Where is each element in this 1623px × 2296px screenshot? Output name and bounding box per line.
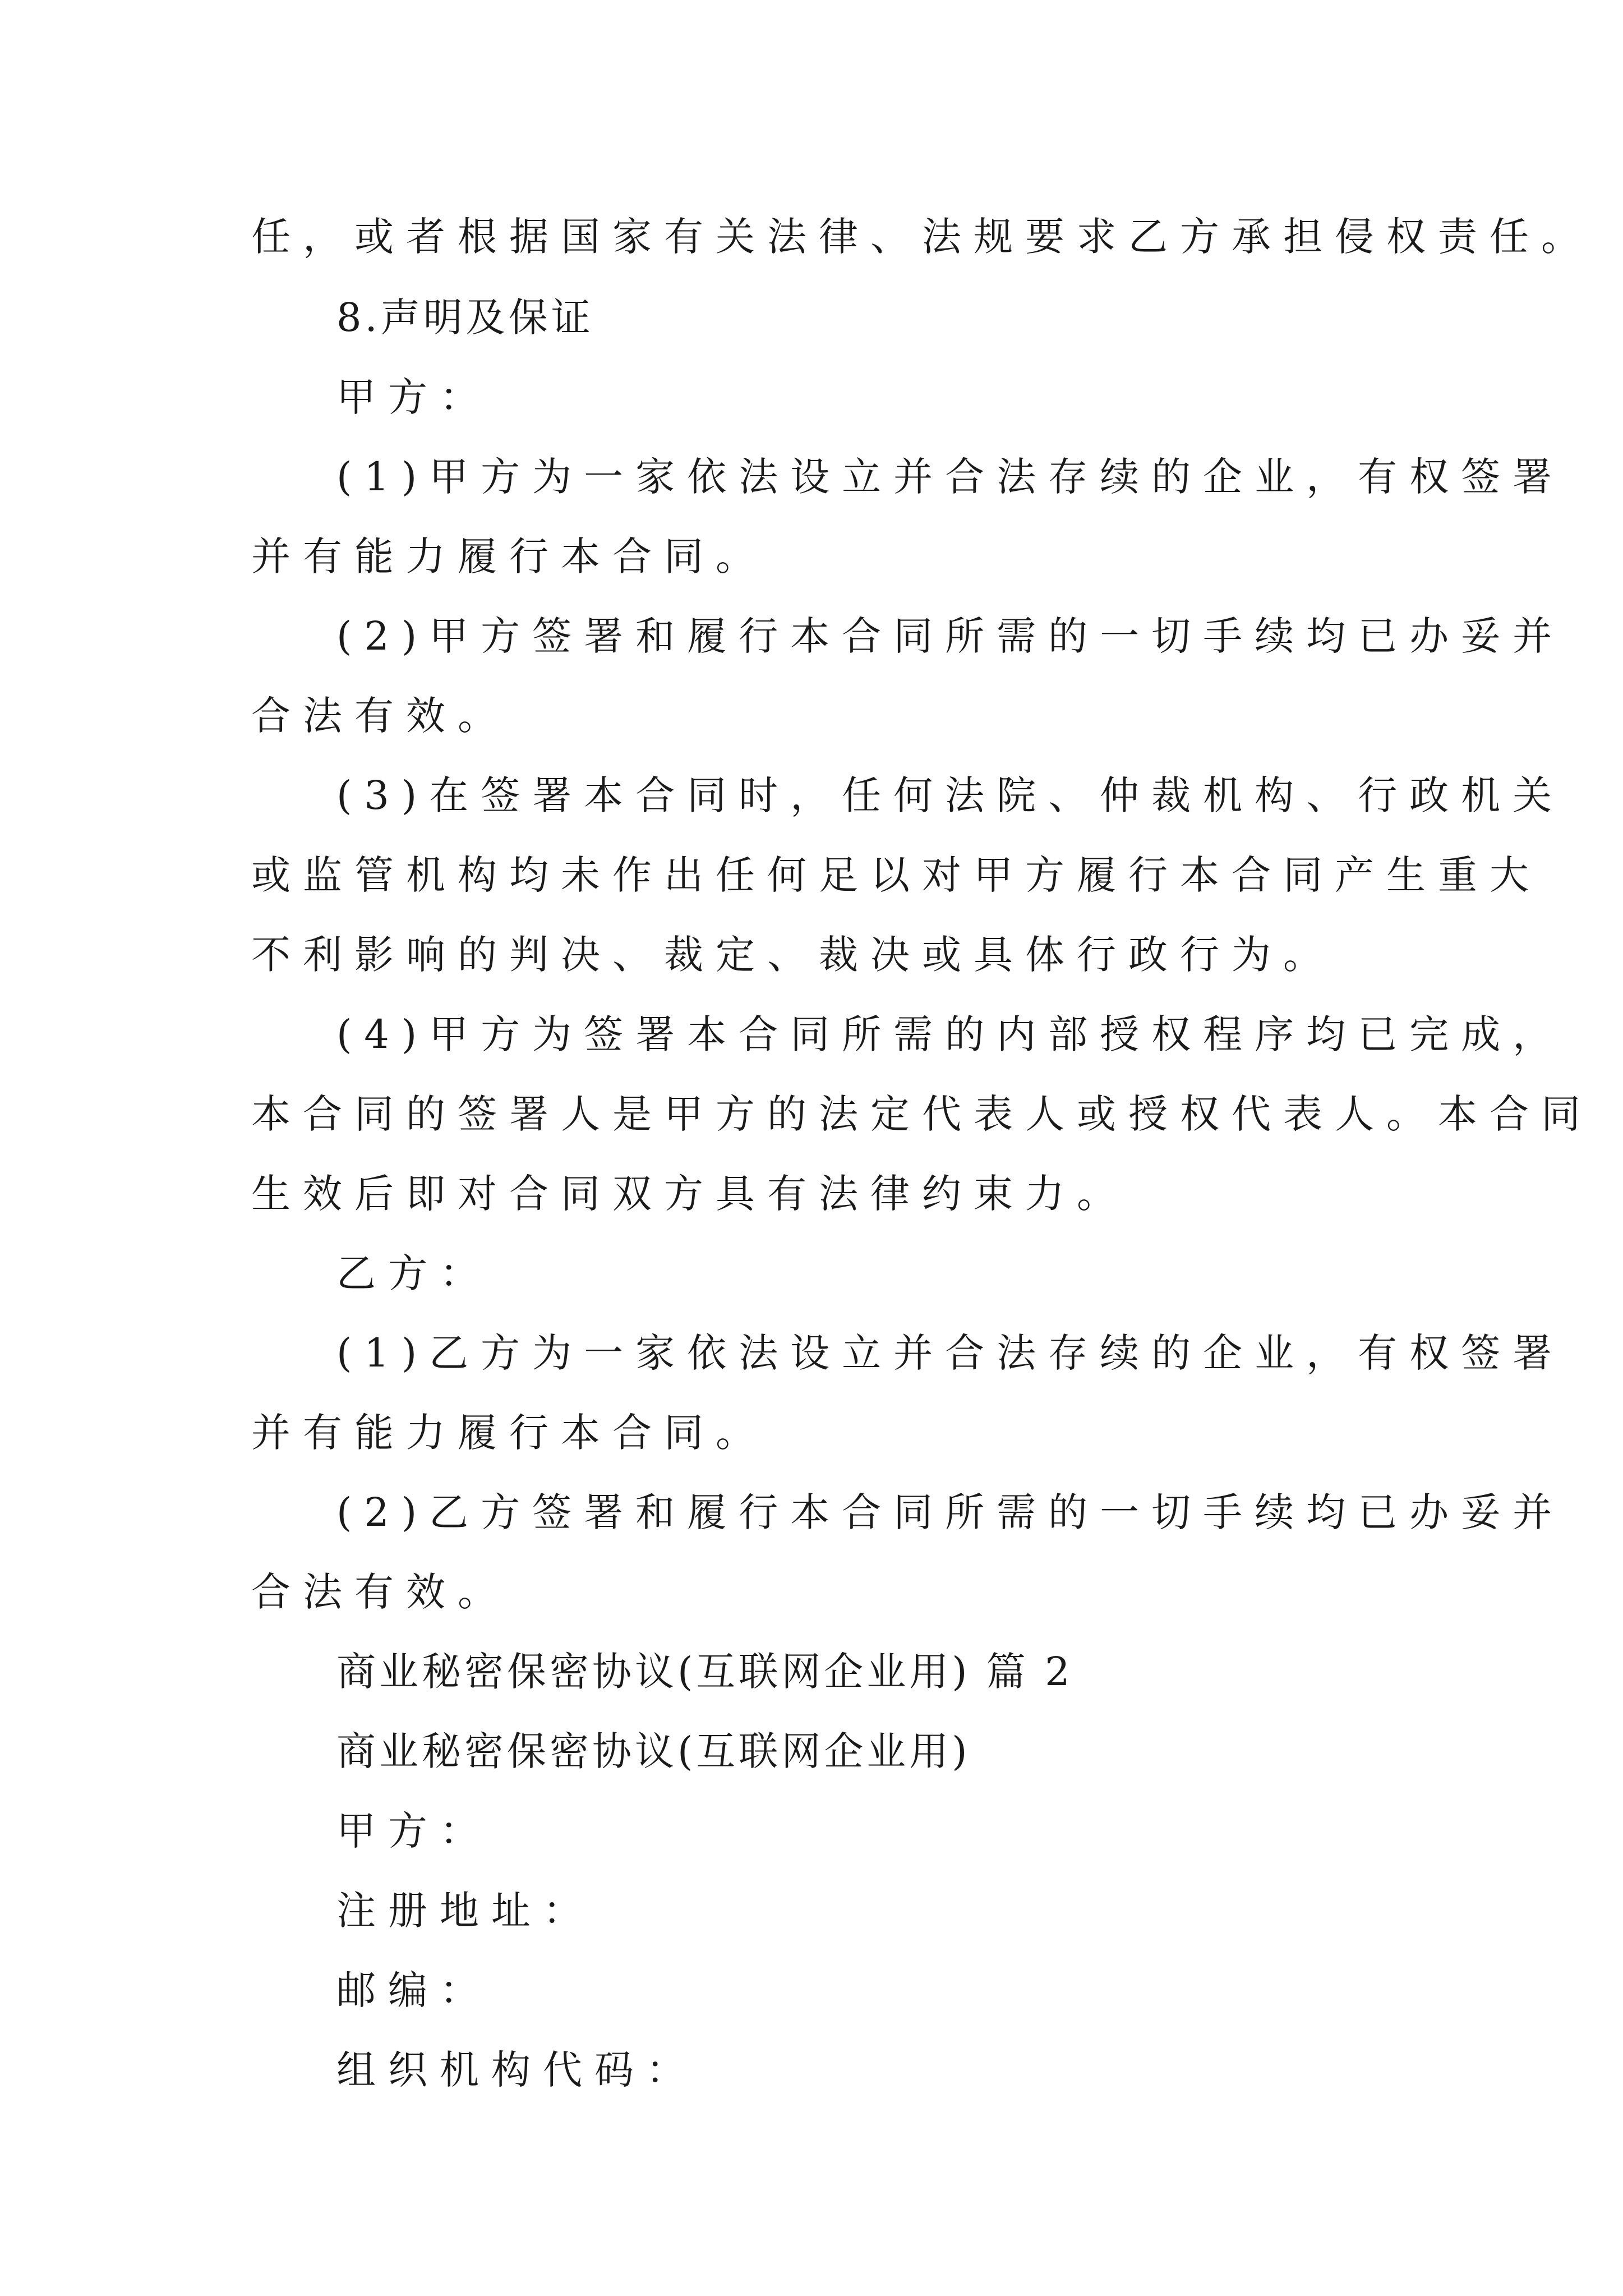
paragraph-line: (1)甲方为一家依法设立并合法存续的企业，有权签署 — [336, 454, 1565, 500]
paragraph-line: 并有能力履行本合同。 — [251, 533, 767, 579]
paragraph-line: 生效后即对合同双方具有法律约束力。 — [251, 1171, 1128, 1217]
party-label: 乙方： — [336, 1250, 491, 1296]
paragraph-line: (3)在签署本合同时，任何法院、仲裁机构、行政机关 — [336, 772, 1565, 818]
paragraph-line: 本合同的签署人是甲方的法定代表人或授权代表人。本合同 — [251, 1091, 1593, 1137]
paragraph-line: (2)甲方签署和履行本合同所需的一切手续均已办妥并 — [336, 613, 1565, 659]
paragraph-line: 合法有效。 — [251, 1569, 509, 1615]
paragraph-line: (4)甲方为签署本合同所需的内部授权程序均已完成， — [336, 1011, 1565, 1057]
paragraph-line: (1)乙方为一家依法设立并合法存续的企业，有权签署 — [336, 1330, 1565, 1376]
field-label: 组织机构代码： — [336, 2047, 698, 2093]
field-label: 邮编： — [336, 1967, 491, 2013]
paragraph-line: 任，或者根据国家有关法律、法规要求乙方承担侵权责任。 — [251, 214, 1593, 260]
paragraph-line: (2)乙方签署和履行本合同所需的一切手续均已办妥并 — [336, 1489, 1565, 1535]
party-label: 甲方： — [336, 374, 491, 420]
agreement-title: 商业秘密保密协议(互联网企业用) — [336, 1728, 971, 1774]
paragraph-line: 不利影响的判决、裁定、裁决或具体行政行为。 — [251, 932, 1335, 978]
paragraph-line: 合法有效。 — [251, 693, 509, 739]
paragraph-line: 并有能力履行本合同。 — [251, 1410, 767, 1456]
party-label: 甲方： — [336, 1808, 491, 1854]
field-label: 注册地址： — [336, 1888, 594, 1934]
section-heading: 8.声明及保证 — [336, 295, 594, 341]
article-title: 商业秘密保密协议(互联网企业用) 篇 2 — [336, 1649, 1073, 1695]
paragraph-line: 或监管机构均未作出任何足以对甲方履行本合同产生重大 — [251, 852, 1541, 898]
